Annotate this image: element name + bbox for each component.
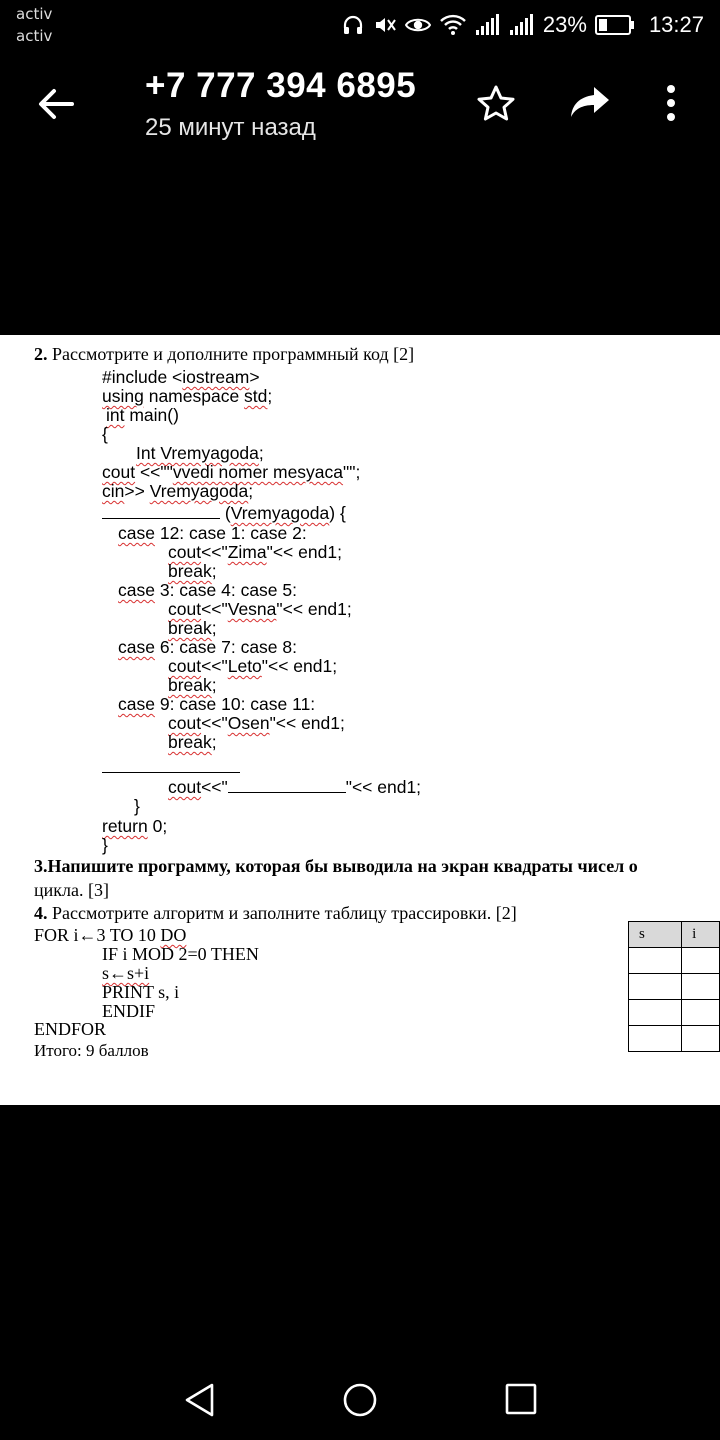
document-image[interactable] bbox=[0, 335, 720, 1105]
table-cell bbox=[682, 948, 720, 974]
signal-icon bbox=[475, 13, 501, 37]
blank-line bbox=[102, 772, 240, 773]
headphones-icon bbox=[341, 13, 365, 37]
more-vert-icon[interactable] bbox=[664, 84, 678, 122]
code-line: break; bbox=[168, 675, 217, 695]
table-row bbox=[629, 1000, 720, 1026]
code-line: Int Vremyagoda; bbox=[136, 443, 264, 463]
nav-bar bbox=[0, 1350, 720, 1440]
code-line: break; bbox=[168, 732, 217, 752]
table-row bbox=[629, 974, 720, 1000]
table-row bbox=[629, 948, 720, 974]
table-header-s: s bbox=[629, 922, 682, 948]
battery-icon bbox=[595, 14, 635, 36]
code-line: cin>> Vremyagoda; bbox=[102, 481, 254, 501]
share-icon[interactable] bbox=[568, 84, 612, 120]
algo-line: ENDIF bbox=[102, 1001, 155, 1021]
table-cell bbox=[682, 974, 720, 1000]
code-line: } bbox=[134, 796, 140, 816]
table-header-row bbox=[629, 922, 720, 948]
table-cell bbox=[682, 1000, 720, 1026]
star-icon[interactable] bbox=[476, 84, 516, 122]
table-cell bbox=[682, 1026, 720, 1052]
notification-label: activ bbox=[16, 5, 53, 23]
table-cell bbox=[629, 974, 682, 1000]
code-line: int main() bbox=[106, 405, 179, 425]
code-line: } bbox=[102, 835, 108, 855]
signal-icon bbox=[509, 13, 535, 37]
algo-line: ENDFOR bbox=[34, 1019, 107, 1039]
contact-title: +7 777 394 6895 bbox=[145, 66, 417, 105]
app-bar bbox=[0, 50, 720, 170]
question-4-title: 4. Рассмотрите алгоритм и заполните таблицу трассировки. [2] bbox=[34, 903, 517, 923]
code-line: case 12: case 1: case 2: bbox=[118, 523, 307, 543]
nav-home-icon[interactable] bbox=[342, 1382, 378, 1418]
message-time: 25 минут назад bbox=[145, 114, 316, 141]
table-cell bbox=[629, 948, 682, 974]
code-line: cout<<"Leto"<< end1; bbox=[168, 656, 338, 676]
code-line: break; bbox=[168, 561, 217, 581]
notification-label: activ bbox=[16, 27, 53, 45]
clock: 13:27 bbox=[648, 12, 704, 37]
nav-back-icon[interactable] bbox=[183, 1382, 217, 1418]
table-row bbox=[629, 1026, 720, 1052]
code-line: cout<<"Vesna"<< end1; bbox=[168, 599, 352, 619]
code-line: case 9: case 10: case 11: bbox=[118, 694, 316, 714]
algo-line: FOR i←3 TO 10 DO bbox=[34, 925, 187, 945]
code-line: cout<<"Osen"<< end1; bbox=[168, 713, 345, 733]
code-line: using namespace std; bbox=[102, 386, 273, 406]
table-cell bbox=[629, 1000, 682, 1026]
wifi-icon bbox=[439, 13, 467, 37]
code-line: (Vremyagoda) { bbox=[102, 503, 346, 524]
status-icons bbox=[341, 10, 704, 40]
status-bar bbox=[0, 0, 720, 50]
code-line: return 0; bbox=[102, 816, 168, 836]
algo-line: s←s+i bbox=[102, 963, 150, 983]
code-line: { bbox=[102, 424, 108, 444]
code-line: cout<<" "<< end1; bbox=[168, 777, 422, 797]
mute-icon bbox=[373, 13, 397, 37]
trace-table bbox=[628, 921, 720, 1052]
question-2-title: 2. Рассмотрите и дополните программный код [2] bbox=[34, 344, 415, 364]
battery-percent: 23% bbox=[542, 12, 587, 37]
code-line: cout <<""vvedi nomer mesyaca""; bbox=[102, 462, 361, 482]
nav-recent-icon[interactable] bbox=[505, 1383, 537, 1415]
eye-icon bbox=[405, 13, 431, 37]
code-line: case 3: case 4: case 5: bbox=[118, 580, 297, 600]
table-cell bbox=[629, 1026, 682, 1052]
total-score: Итого: 9 баллов bbox=[34, 1041, 149, 1060]
code-line: cout<<"Zima"<< end1; bbox=[168, 542, 342, 562]
question-3-text: 3.Напишите программу, которая бы выводила на экран квадраты чисел о bbox=[34, 856, 638, 876]
back-arrow-icon[interactable] bbox=[36, 86, 76, 122]
algo-line: PRINT s, i bbox=[102, 982, 180, 1002]
question-3-text: цикла. [3] bbox=[34, 880, 109, 900]
table-header-i: i bbox=[682, 922, 720, 948]
code-line: #include <iostream> bbox=[102, 367, 260, 387]
algo-line: IF i MOD 2=0 THEN bbox=[102, 944, 259, 964]
code-line: break; bbox=[168, 618, 217, 638]
code-line: case 6: case 7: case 8: bbox=[118, 637, 297, 657]
